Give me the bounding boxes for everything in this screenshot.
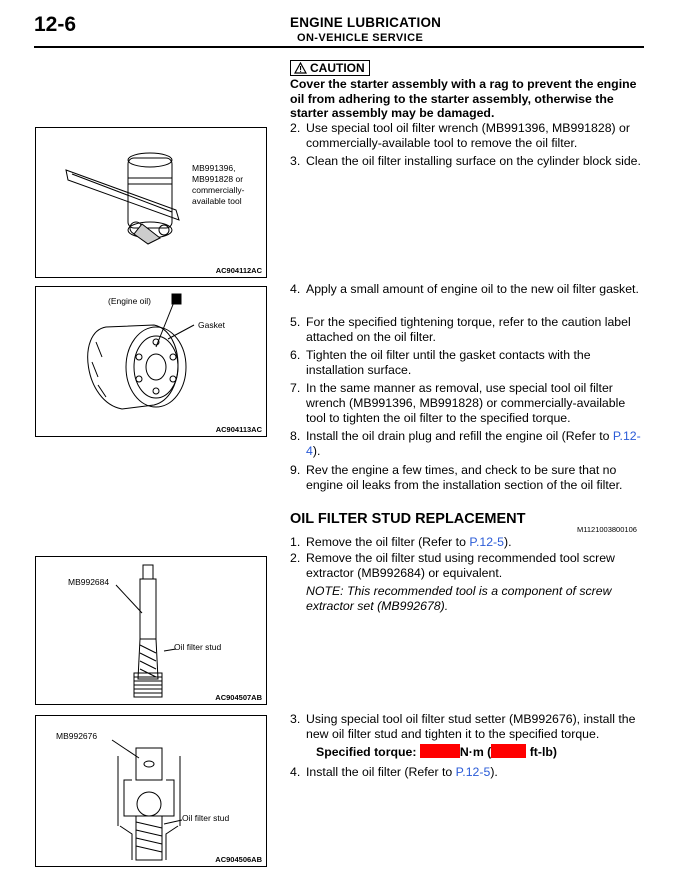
step-stud-2: 2. Remove the oil filter stud using recommended tool screw extractor (MB992684) or equivalent.: [290, 551, 615, 580]
step-4: 4. Apply a small amount of engine oil to the new oil filter gasket.: [290, 282, 639, 296]
ref-link[interactable]: P.12-5: [455, 765, 491, 779]
filter-illustration: [36, 287, 266, 436]
page-title: ENGINE LUBRICATION: [290, 15, 442, 30]
ref-link[interactable]: P.12-5: [469, 535, 504, 549]
ref-link[interactable]: P.12-4: [306, 429, 641, 458]
figure-screw-extractor: [35, 556, 267, 705]
figure-code: AC904112AC: [215, 266, 262, 275]
warning-icon: [294, 62, 307, 74]
step-8: 8. Install the oil drain plug and refill the engine oil (Refer to P.12-4).: [290, 429, 641, 458]
figure-oil-filter-gasket: [35, 286, 267, 437]
step-3: 3. Clean the oil filter installing surface on the cylinder block side.: [290, 154, 641, 168]
section-code: M1121003800106: [577, 525, 637, 534]
note-text: NOTE: This recommended tool is a component of screw extractor set (MB992678).: [306, 584, 612, 613]
header-rule: [34, 46, 644, 48]
redaction-box: [420, 744, 460, 758]
page-number: 12-6: [34, 13, 77, 36]
figure-code: AC904507AB: [215, 693, 262, 702]
step-9: 9. Rev the engine a few times, and check to be sure that no engine oil leaks from the installation section of the oil filter.: [290, 463, 623, 492]
caution-text: Cover the starter assembly with a rag to prevent the engine oil from adhering to the starter assembly, otherwise the starter assembly may be damaged.: [290, 77, 637, 120]
step-2: 2. Use special tool oil filter wrench (MB991396, MB991828) or commercially-available tool to remove the oil filter.: [290, 121, 630, 150]
redaction-box: [491, 744, 526, 758]
gasket-label: Gasket: [198, 320, 225, 330]
step-7: 7. In the same manner as removal, use special tool oil filter wrench (MB991396, MB991828) or commercially-available tool to tighten the oil filter to the specified torque.: [290, 381, 626, 425]
tool-label: MB992676: [56, 731, 98, 741]
stud-label: Oil filter stud: [182, 813, 230, 823]
section-title: OIL FILTER STUD REPLACEMENT: [290, 511, 526, 527]
tool-label: MB991396, MB991828 or commercially-available tool: [192, 163, 245, 206]
figure-code: AC904113AC: [215, 425, 262, 434]
step-6: 6. Tighten the oil filter until the gasket contacts with the installation surface.: [290, 348, 591, 377]
figure-code: AC904506AB: [215, 855, 262, 864]
stud-label: Oil filter stud: [174, 642, 222, 652]
step-stud-1: 1. Remove the oil filter (Refer to P.12-5).: [290, 535, 512, 549]
tool-label: MB992684: [68, 577, 110, 587]
caution-label: CAUTION: [310, 61, 365, 75]
step-stud-4: 4. Install the oil filter (Refer to P.12-5).: [290, 765, 498, 779]
step-5: 5. For the specified tightening torque, refer to the caution label attached on the oil filter.: [290, 315, 631, 344]
page-subtitle: ON-VEHICLE SERVICE: [297, 32, 424, 44]
figure-stud-setter: [35, 715, 267, 867]
step-stud-3: 3. Using special tool oil filter stud setter (MB992676), install the new oil filter stud and tighten it to the specified torque.: [290, 712, 636, 741]
specified-torque: Specified torque: N·m ( ft-lb): [316, 745, 558, 759]
engine-oil-label: (Engine oil): [108, 296, 151, 306]
caution-badge: [290, 60, 370, 76]
figure-oil-filter-wrench: [35, 127, 267, 278]
